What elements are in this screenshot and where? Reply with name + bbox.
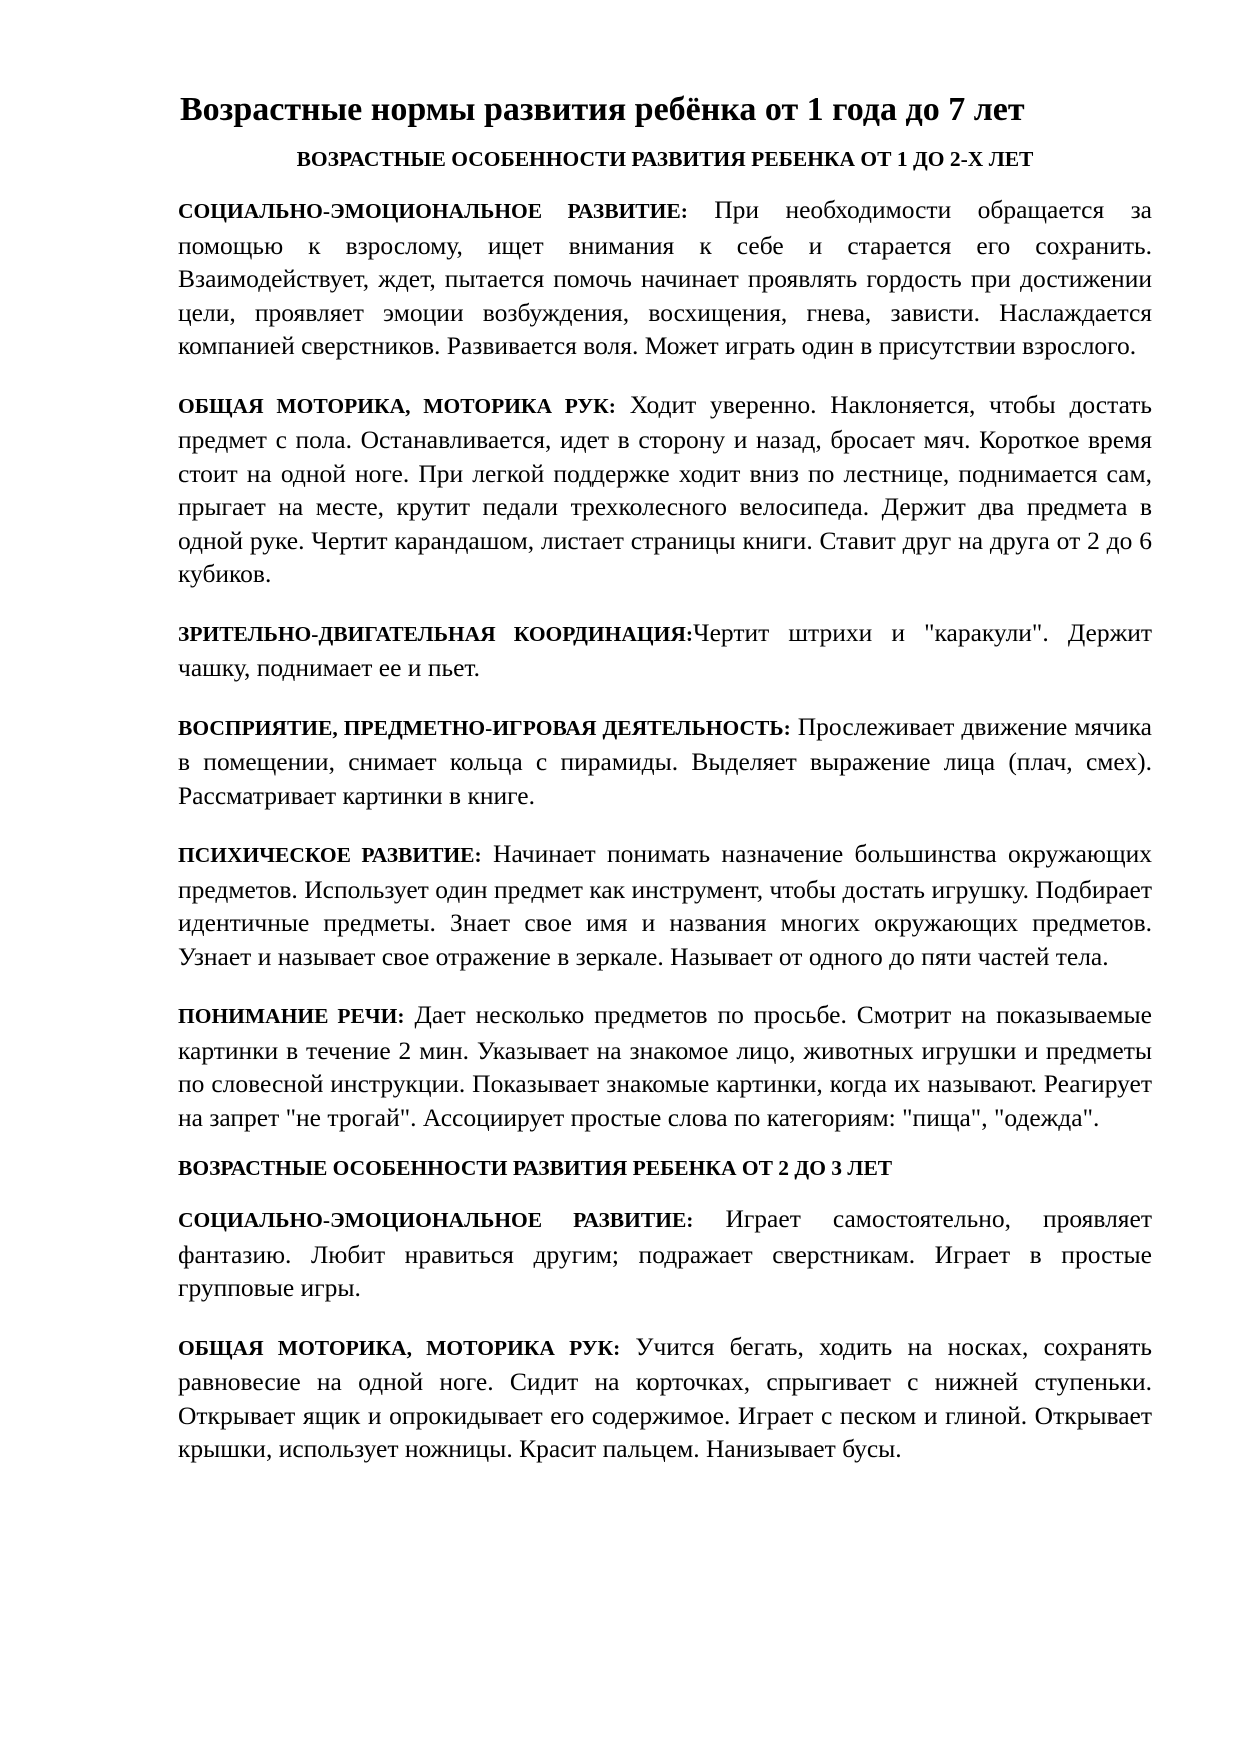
paragraph-label: ОБЩАЯ МОТОРИКА, МОТОРИКА РУК:: [178, 1335, 621, 1360]
paragraph-text: Чертит штрихи и "каракули". Держит чашку, поднимает ее и пьет.: [178, 617, 1153, 682]
paragraph-label: ЗРИТЕЛЬНО-ДВИГАТЕЛЬНАЯ КООРДИНАЦИЯ:: [178, 621, 694, 646]
document-page: [178, 88, 1152, 1466]
section-heading-1-2-years: ВОЗРАСТНЫЕ ОСОБЕННОСТИ РАЗВИТИЯ РЕБЕНКА ОТ 1 ДО 2-Х ЛЕТ: [296, 147, 1034, 171]
paragraph-label: ВОСПРИЯТИЕ, ПРЕДМЕТНО-ИГРОВАЯ ДЕЯТЕЛЬНОСТЬ:: [178, 715, 791, 740]
paragraph-text: Дает несколько предметов по просьбе. Смотрит на показываемые картинки в течение 2 мин. Указывает на знакомое лицо, животных игрушки и предметы по словесной инструкции. Показывает знакомые картинки, когда их называют. Реагирует на запрет "не трогай". Ассоциирует простые слова по категориям: "пища", "одежда".: [178, 1000, 1152, 1132]
paragraph-perception-play: [178, 710, 1152, 813]
paragraph-label: СОЦИАЛЬНО-ЭМОЦИОНАЛЬНОЕ РАЗВИТИЕ:: [178, 199, 688, 223]
paragraph-label: ОБЩАЯ МОТОРИКА, МОТОРИКА РУК:: [178, 393, 616, 418]
paragraph-motor-skills: [178, 388, 1152, 591]
paragraph-text: Прослеживает движение мячика в помещении, снимает кольца с пирамиды. Выделяет выражение лица (плач, смех). Рассматривает картинки в книге.: [178, 711, 1152, 810]
paragraph-label: ПСИХИЧЕСКОЕ РАЗВИТИЕ:: [178, 843, 482, 867]
document-title: Возрастные нормы развития ребёнка от 1 года до 7 лет: [180, 91, 1025, 128]
paragraph-motor-skills-2: [178, 1330, 1152, 1466]
paragraph-social-emotional-2: [178, 1202, 1152, 1305]
paragraph-text: Начинает понимать назначение большинства окружающих предметов. Использует один предмет как инструмент, чтобы достать игрушку. Подбирает идентичные предметы. Знает свое имя и названия многих окружающих предметов. Узнает и называет свое отражение в зеркале. Называет от одного до пяти частей тела.: [178, 839, 1152, 971]
paragraph-label: СОЦИАЛЬНО-ЭМОЦИОНАЛЬНОЕ РАЗВИТИЕ:: [178, 1208, 694, 1232]
paragraph-label: ПОНИМАНИЕ РЕЧИ:: [178, 1004, 405, 1028]
paragraph-text: Учится бегать, ходить на носках, сохранять равновесие на одной ноге. Сидит на корточках, спрыгивает с нижней ступеньки. Открывает ящик и опрокидывает его содержимое. Играет с песком и глиной. Открывает крышки, использует ножницы. Красит пальцем. Нанизывает бусы.: [178, 1331, 1152, 1463]
paragraph-mental-development: [178, 837, 1152, 973]
section-heading-2-3-years: ВОЗРАСТНЫЕ ОСОБЕННОСТИ РАЗВИТИЯ РЕБЕНКА ОТ 2 ДО 3 ЛЕТ: [178, 1156, 893, 1180]
paragraph-text: При необходимости обращается за помощью к взрослому, ищет внимания к себе и старается его сохранить. Взаимодействует, ждет, пытается помочь начинает проявлять гордость при достижении цели, проявляет эмоции возбуждения, восхищения, гнева, зависти. Наслаждается компанией сверстников. Развивается воля. Может играть один в присутствии взрослого.: [178, 195, 1152, 360]
paragraph-speech-understanding: [178, 998, 1152, 1134]
paragraph-visual-motor: [178, 616, 1152, 685]
paragraph-text: Ходит уверенно. Наклоняется, чтобы достать предмет с пола. Останавливается, идет в сторону и назад, бросает мяч. Короткое время стоит на одной ноге. При легкой поддержке ходит вниз по лестнице, поднимается сам, прыгает на месте, крутит педали трехколесного велосипеда. Держит два предмета в одной руке. Чертит карандашом, листает страницы книги. Ставит друг на друга от 2 до 6 кубиков.: [178, 389, 1153, 588]
paragraph-text: Играет самостоятельно, проявляет фантазию. Любит нравиться другим; подражает сверстникам. Играет в простые групповые игры.: [178, 1204, 1152, 1302]
paragraph-social-emotional: [178, 193, 1152, 363]
